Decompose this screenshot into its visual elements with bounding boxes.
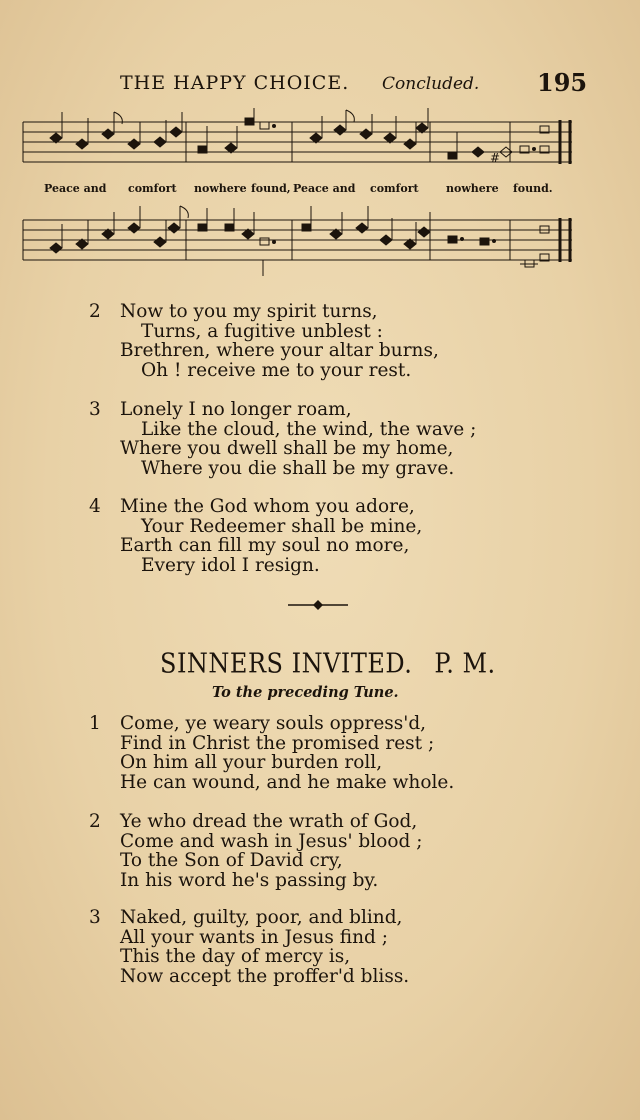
verse-line: Now accept the proffer'd bliss.	[120, 965, 410, 987]
verse-line: Like the cloud, the wind, the wave ;	[141, 418, 477, 440]
lyric-syllable: Peace and	[44, 182, 107, 195]
verse-line: All your wants in Jesus find ;	[120, 926, 388, 948]
stanza-number: 2	[89, 301, 101, 322]
verse-line: Your Redeemer shall be mine,	[141, 515, 423, 537]
verse-line: Earth can fill my soul no more,	[120, 535, 410, 556]
stanza-number: 1	[89, 713, 101, 734]
stanza-number: 2	[89, 811, 101, 832]
verse-line: Come and wash in Jesus' blood ;	[120, 830, 423, 852]
lyric-syllable: comfort	[370, 182, 419, 195]
page-header	[0, 68, 640, 102]
verse-line: Where you die shall be my grave.	[141, 457, 455, 479]
verse-line: He can wound, and he make whole.	[120, 771, 455, 793]
tune-note: To the preceding Tune.	[212, 684, 399, 701]
lyric-syllable: found,	[251, 182, 291, 195]
verse-line: Naked, guilty, poor, and blind,	[120, 907, 403, 928]
verse-line: This the day of mercy is,	[120, 946, 351, 967]
verse-line: Lonely I no longer roam,	[120, 399, 352, 420]
lyric-syllable: comfort	[128, 182, 177, 195]
hymn-title-text: SINNERS INVITED.	[160, 648, 413, 680]
verse-line: Come, ye weary souls oppress'd,	[120, 713, 427, 734]
lower-staff	[23, 218, 572, 276]
lyric-syllable: Peace and	[293, 182, 356, 195]
verse-line: On him all your burden roll,	[120, 752, 383, 773]
verse-line: Oh ! receive me to your rest.	[141, 359, 412, 381]
verse-line: Brethren, where your altar burns,	[120, 340, 439, 361]
stanza-number: 3	[89, 399, 101, 420]
verse-line: Now to you my spirit turns,	[120, 301, 378, 322]
verse-line: To the Son of David cry,	[120, 850, 343, 871]
music-lyrics	[0, 182, 640, 202]
page-number: 195	[537, 68, 588, 97]
verse-line: Where you dwell shall be my home,	[120, 438, 454, 459]
svg-text:#: #	[490, 151, 501, 165]
lyric-syllable: found.	[513, 182, 553, 195]
section-divider-ornament	[288, 598, 348, 612]
stanza-number: 4	[89, 496, 101, 517]
verse-line: Mine the God whom you adore,	[120, 496, 415, 517]
lower-notes	[50, 206, 549, 267]
upper-notes	[50, 108, 549, 165]
running-subtitle: Concluded.	[382, 74, 480, 94]
lyric-syllable: nowhere	[194, 182, 247, 195]
verse-line: Every idol I resign.	[141, 554, 320, 576]
verse-line: Ye who dread the wrath of God,	[120, 811, 418, 832]
verse-line: Find in Christ the promised rest ;	[120, 732, 435, 754]
hymn-meter: P. M.	[434, 648, 496, 680]
hymn-title	[160, 648, 496, 679]
running-title: THE HAPPY CHOICE.	[120, 72, 350, 94]
verse-line: Turns, a fugitive unblest :	[141, 320, 383, 342]
verse-line: In his word he's passing by.	[120, 869, 379, 891]
stanza-number: 3	[89, 907, 101, 928]
lyric-syllable: nowhere	[446, 182, 499, 195]
